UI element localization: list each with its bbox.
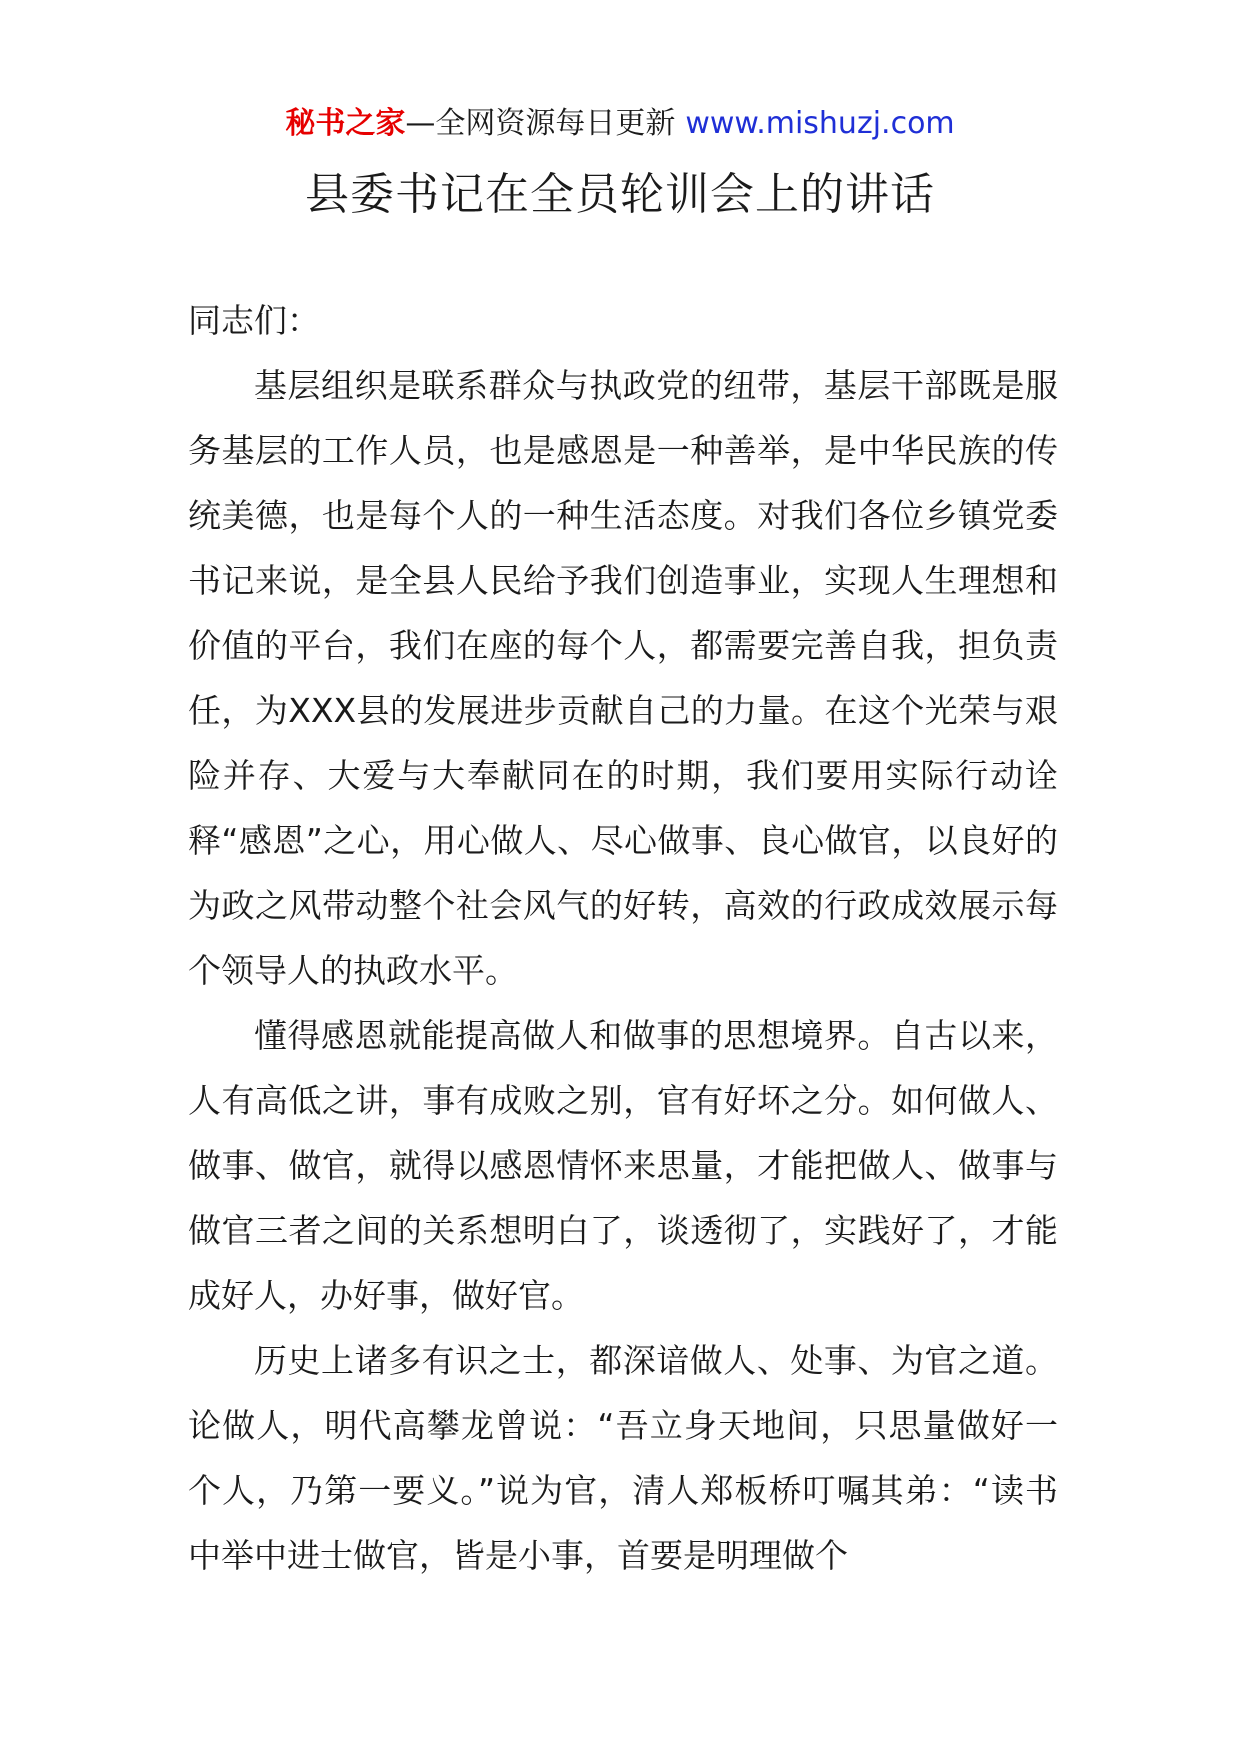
- site-header: [0, 100, 1240, 148]
- paragraph-1: 基层组织是联系群众与执政党的纽带，基层干部既是服务基层的工作人员，也是感恩是一种善举，是中华民族的传统美德，也是每个人的一种生活态度。对我们各位乡镇党委书记来说，是全县人民给予我们创造事业，实现人生理想和价值的平台，我们在座的每个人，都需要完善自我，担负责任，为XXX县的发展进步贡献自己的力量。在这个光荣与艰险并存、大爱与大奉献同在的时期，我们要用实际行动诠释“感恩”之心，用心做人、尽心做事、良心做官，以良好的为政之风带动整个社会风气的好转，高效的行政成效展示每个领导人的执政水平。: [188, 366, 1058, 990]
- header-tagline: —全网资源每日更新: [405, 106, 676, 141]
- paragraph-2: 懂得感恩就能提高做人和做事的思想境界。自古以来，人有高低之讲，事有成败之别，官有好坏之分。如何做人、做事、做官，就得以感恩情怀来思量，才能把做人、做事与做官三者之间的关系想明白了，谈透彻了，实践好了，才能成好人，办好事，做好官。: [188, 1016, 1058, 1315]
- brand-name: 秘书之家: [285, 106, 406, 141]
- greeting: 同志们：: [188, 301, 320, 340]
- document-title: 县委书记在全员轮训会上的讲话: [305, 169, 935, 220]
- document-body: [188, 288, 1058, 1588]
- paragraph-3: 历史上诸多有识之士，都深谙做人、处事、为官之道。论做人，明代高攀龙曾说：“吾立身天地间，只思量做好一个人，乃第一要义。”说为官，清人郑板桥叮嘱其弟：“读书中举中进士做官，皆是小事，首要是明理做个: [188, 1341, 1058, 1575]
- site-url-link[interactable]: www.mishuzj.com: [685, 106, 955, 141]
